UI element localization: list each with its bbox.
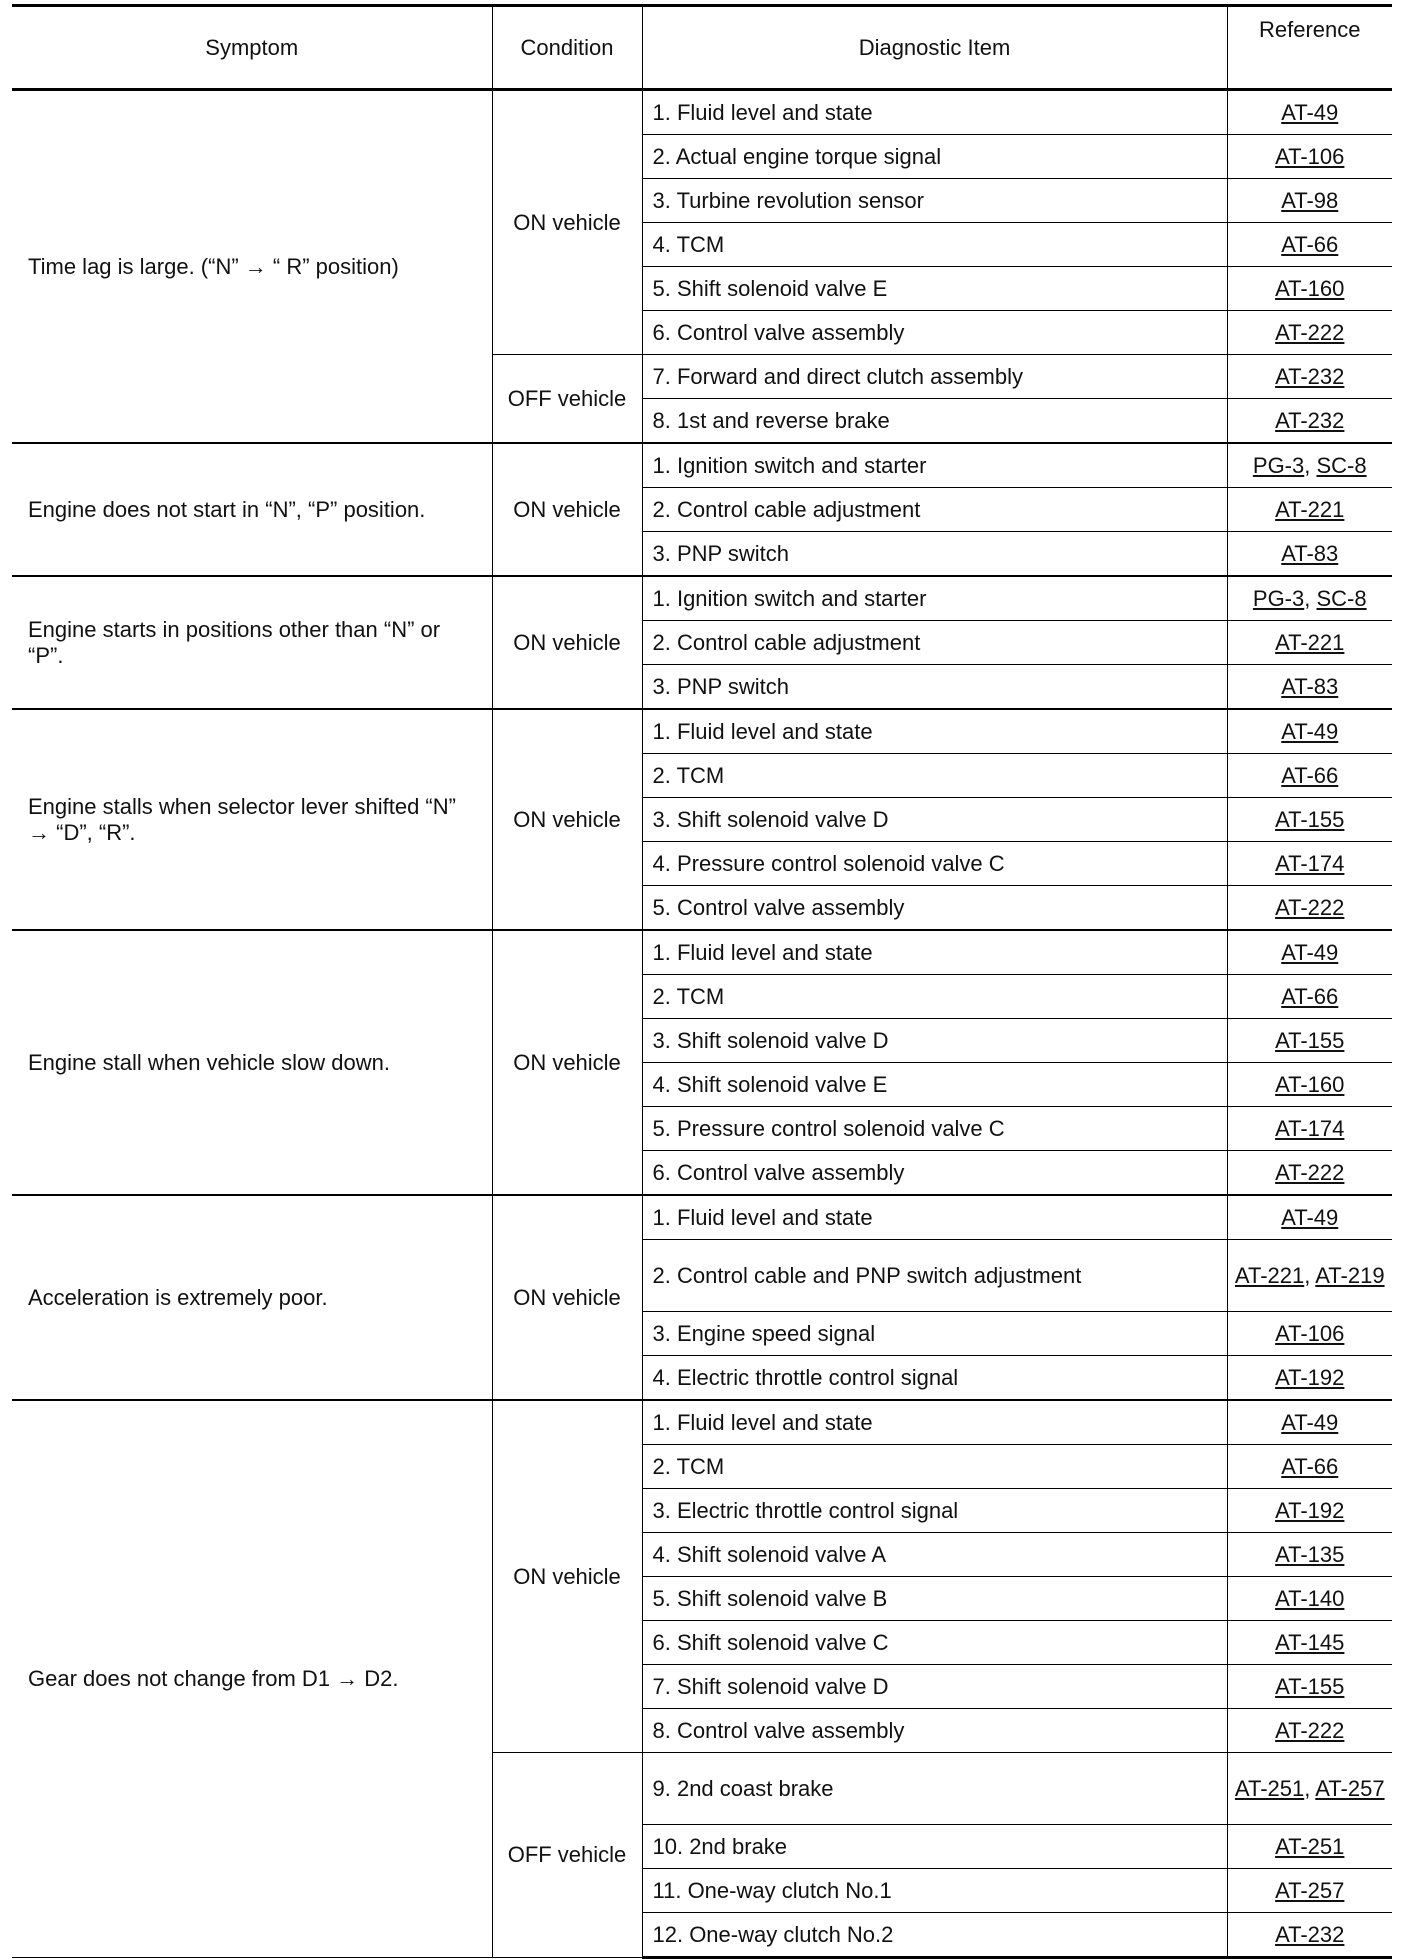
reference-cell [1227,1577,1392,1621]
diagnostic-item: 4. TCM [642,223,1227,267]
condition-cell: OFF vehicle [492,355,642,444]
table-row [12,90,1392,135]
diagnostic-item: 3. Shift solenoid valve D [642,798,1227,842]
diagnostic-item: 1. Fluid level and state [642,930,1227,975]
reference-cell [1227,179,1392,223]
reference-link[interactable]: AT-257 [1275,1877,1345,1903]
reference-link[interactable]: AT-174 [1275,1115,1345,1141]
reference-cell [1227,1913,1392,1958]
reference-cell [1227,488,1392,532]
symptom-cell: Engine stalls when selector lever shifted “N” → “D”, “R”. [12,709,492,930]
reference-cell [1227,621,1392,665]
symptom-cell: Gear does not change from D1 → D2. [12,1400,492,1958]
condition-cell: ON vehicle [492,90,642,355]
reference-link[interactable]: AT-66 [1281,762,1339,788]
diagnostic-item: 1. Fluid level and state [642,1195,1227,1240]
reference-link[interactable]: AT-49 [1281,1409,1339,1435]
header-diagnostic-item: Diagnostic Item [642,6,1227,90]
reference-link[interactable]: AT-49 [1281,939,1339,965]
reference-cell [1227,709,1392,754]
reference-cell [1227,1869,1392,1913]
diagnostic-item: 4. Shift solenoid valve A [642,1533,1227,1577]
diagnostic-item: 2. Control cable adjustment [642,488,1227,532]
diagnostic-item: 5. Pressure control solenoid valve C [642,1107,1227,1151]
reference-link[interactable]: AT-140 [1275,1585,1345,1611]
reference-link[interactable]: AT-257 [1315,1775,1385,1801]
condition-cell: ON vehicle [492,443,642,576]
reference-cell [1227,1709,1392,1753]
reference-cell [1227,798,1392,842]
diagnostic-item: 4. Pressure control solenoid valve C [642,842,1227,886]
reference-cell [1227,355,1392,399]
symptom-cell: Acceleration is extremely poor. [12,1195,492,1400]
diagnostic-item: 6. Shift solenoid valve C [642,1621,1227,1665]
table-row [12,709,1392,754]
reference-link[interactable]: AT-221 [1275,496,1345,522]
reference-link[interactable]: AT-232 [1275,363,1345,389]
reference-link[interactable]: AT-83 [1281,673,1339,699]
condition-cell: ON vehicle [492,709,642,930]
diagnostic-item: 12. One-way clutch No.2 [642,1913,1227,1958]
diagnostic-item: 5. Control valve assembly [642,886,1227,931]
reference-link[interactable]: AT-192 [1275,1364,1345,1390]
condition-cell: OFF vehicle [492,1753,642,1958]
diagnostic-item: 5. Shift solenoid valve E [642,267,1227,311]
diagnostic-item: 1. Fluid level and state [642,90,1227,135]
reference-cell [1227,1151,1392,1196]
diagnostic-item: 3. Shift solenoid valve D [642,1019,1227,1063]
diagnostic-item: 8. Control valve assembly [642,1709,1227,1753]
reference-link[interactable]: AT-49 [1281,718,1339,744]
reference-link[interactable]: AT-251 [1234,1775,1305,1801]
diagnostic-item: 9. 2nd coast brake [642,1753,1227,1825]
diagnostic-item: 1. Fluid level and state [642,1400,1227,1445]
diagnostic-item: 2. Control cable adjustment [642,621,1227,665]
reference-link[interactable]: AT-66 [1281,1453,1339,1479]
condition-cell: ON vehicle [492,930,642,1195]
header-condition: Condition [492,6,642,90]
diagnostic-item: 4. Shift solenoid valve E [642,1063,1227,1107]
diagnostic-item: 3. Engine speed signal [642,1312,1227,1356]
reference-link[interactable]: AT-232 [1275,1921,1345,1947]
reference-cell [1227,975,1392,1019]
reference-cell [1227,1063,1392,1107]
reference-cell: PG-3, SC-8 [1227,576,1392,621]
reference-cell [1227,1195,1392,1240]
reference-cell [1227,1489,1392,1533]
table-row [12,576,1392,621]
condition-cell: ON vehicle [492,1400,642,1753]
diagnostic-item: 2. TCM [642,754,1227,798]
diagnostic-item: 10. 2nd brake [642,1825,1227,1869]
reference-cell [1227,90,1392,135]
diagnostic-item: 6. Control valve assembly [642,1151,1227,1196]
reference-cell [1227,135,1392,179]
reference-cell [1227,886,1392,931]
reference-cell [1227,1400,1392,1445]
reference-link[interactable]: AT-66 [1281,983,1339,1009]
header-reference: Reference [1227,6,1392,90]
diagnostic-item: 6. Control valve assembly [642,311,1227,355]
diagnostic-item: 11. One-way clutch No.1 [642,1869,1227,1913]
reference-link[interactable]: AT-155 [1275,1673,1345,1699]
diagnostic-item: 5. Shift solenoid valve B [642,1577,1227,1621]
reference-link[interactable]: AT-49 [1281,99,1339,125]
reference-cell: AT-221, AT-219 [1227,1240,1392,1312]
reference-cell [1227,1445,1392,1489]
reference-cell [1227,399,1392,444]
reference-link[interactable]: AT-192 [1275,1497,1345,1523]
reference-cell: AT-251, AT-257 [1227,1753,1392,1825]
reference-link[interactable]: AT-49 [1281,1204,1339,1230]
reference-cell [1227,532,1392,577]
diagnostic-item: 3. PNP switch [642,665,1227,710]
reference-cell [1227,842,1392,886]
reference-link[interactable]: AT-66 [1281,231,1339,257]
table-row [12,1195,1392,1240]
reference-link[interactable]: AT-222 [1275,1159,1345,1185]
reference-link[interactable]: AT-222 [1275,1717,1345,1743]
reference-cell [1227,1107,1392,1151]
reference-cell [1227,1533,1392,1577]
reference-link[interactable]: AT-98 [1281,187,1339,213]
reference-link[interactable]: AT-106 [1275,143,1345,169]
reference-link[interactable]: PG-3 [1252,585,1305,611]
reference-link[interactable]: AT-221 [1234,1262,1305,1288]
diagnostic-item: 1. Ignition switch and starter [642,576,1227,621]
reference-link[interactable]: AT-160 [1275,275,1345,301]
reference-link[interactable]: AT-222 [1275,319,1345,345]
reference-link[interactable]: AT-83 [1281,540,1339,566]
reference-link[interactable]: AT-222 [1275,894,1345,920]
reference-link[interactable]: AT-219 [1315,1262,1385,1288]
reference-link[interactable]: AT-135 [1275,1541,1345,1567]
diagnostic-item: 8. 1st and reverse brake [642,399,1227,444]
symptom-cell: Engine starts in positions other than “N” or “P”. [12,576,492,709]
reference-cell [1227,1019,1392,1063]
reference-cell [1227,1621,1392,1665]
symptom-cell: Engine does not start in “N”, “P” position. [12,443,492,576]
reference-link[interactable]: AT-251 [1275,1833,1345,1859]
reference-link[interactable]: AT-160 [1275,1071,1345,1097]
table-row [12,443,1392,488]
reference-cell [1227,267,1392,311]
diagnostic-item: 2. Control cable and PNP switch adjustment [642,1240,1227,1312]
reference-link[interactable]: AT-155 [1275,806,1345,832]
reference-link[interactable]: AT-106 [1275,1320,1345,1346]
diagnostic-item: 2. TCM [642,975,1227,1019]
reference-link[interactable]: AT-232 [1275,407,1345,433]
reference-cell [1227,223,1392,267]
symptom-cell: Time lag is large. (“N” → “ R” position) [12,90,492,444]
diagnostic-item: 1. Fluid level and state [642,709,1227,754]
diagnostic-item: 3. Turbine revolution sensor [642,179,1227,223]
table-row [12,1400,1392,1445]
reference-link[interactable]: AT-145 [1275,1629,1345,1655]
diagnostic-item: 1. Ignition switch and starter [642,443,1227,488]
reference-cell [1227,311,1392,355]
reference-cell [1227,1356,1392,1401]
reference-cell [1227,665,1392,710]
reference-link[interactable]: PG-3 [1252,452,1305,478]
diagnostic-item: 4. Electric throttle control signal [642,1356,1227,1401]
reference-link[interactable]: AT-155 [1275,1027,1345,1053]
diagnostic-item: 7. Forward and direct clutch assembly [642,355,1227,399]
reference-cell [1227,1825,1392,1869]
reference-cell [1227,1665,1392,1709]
table-row [12,930,1392,975]
reference-cell: PG-3, SC-8 [1227,443,1392,488]
symptom-cell: Engine stall when vehicle slow down. [12,930,492,1195]
condition-cell: ON vehicle [492,1195,642,1400]
reference-link[interactable]: SC-8 [1316,452,1367,478]
reference-cell [1227,1312,1392,1356]
diagnostic-item: 2. Actual engine torque signal [642,135,1227,179]
condition-cell: ON vehicle [492,576,642,709]
header-symptom: Symptom [12,6,492,90]
reference-link[interactable]: SC-8 [1316,585,1367,611]
diagnostic-item: 7. Shift solenoid valve D [642,1665,1227,1709]
diagnostic-item: 3. PNP switch [642,532,1227,577]
diagnostic-table [12,4,1392,1959]
reference-link[interactable]: AT-174 [1275,850,1345,876]
reference-cell [1227,754,1392,798]
reference-link[interactable]: AT-221 [1275,629,1345,655]
diagnostic-item: 2. TCM [642,1445,1227,1489]
reference-cell [1227,930,1392,975]
header-row [12,6,1392,90]
diagnostic-item: 3. Electric throttle control signal [642,1489,1227,1533]
